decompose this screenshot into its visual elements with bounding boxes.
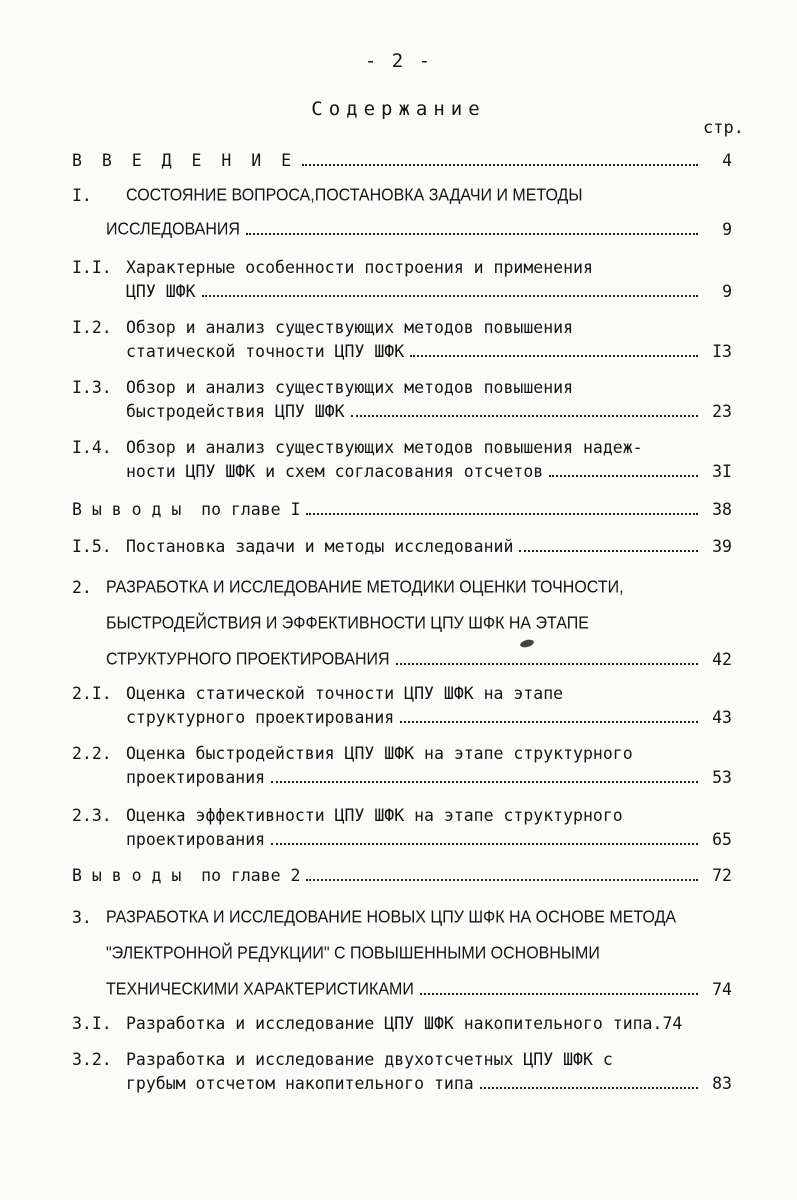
page-title: Содержание [311,98,486,120]
toc-page-number: 72 [712,866,732,885]
toc-page-number: 83 [712,1074,732,1093]
toc-page-number: 23 [712,402,732,421]
toc-page-number: I3 [712,342,732,361]
toc-entry-text: статической точности ЦПУ ШФК [126,342,405,361]
toc-page-number: 43 [712,708,732,727]
toc-entry-conclusions-2[interactable] [72,864,732,888]
toc-entry-2-3[interactable] [72,804,732,852]
toc-entry-text: Обзор и анализ существующих методов повышения [126,378,574,397]
toc-entry-text: Характерные особенности построения и применения [126,258,593,277]
page-number: - 2 - [364,50,433,72]
toc-entry-text: РАЗРАБОТКА И ИССЛЕДОВАНИЕ НОВЫХ ЦПУ ШФК НА ОСНОВЕ МЕТОДА [106,908,677,927]
toc-entry-conclusions-1[interactable] [72,498,732,522]
toc-entry-number: 3.I. [72,1014,112,1033]
toc-entry-text: грубым отсчетом накопительного типа [126,1074,474,1093]
toc-entry-text: Оценка статической точности ЦПУ ШФК на этапе [126,684,564,703]
toc-page-number: 9 [722,220,732,239]
toc-entry-number: I.4. [72,438,112,457]
toc-entry-3-2[interactable] [72,1048,732,1096]
toc-entry-text: Постановка задачи и методы исследований [126,537,514,556]
toc-entry-introduction[interactable] [72,149,732,173]
toc-entry-text: СТРУКТУРНОГО ПРОЕКТИРОВАНИЯ [106,650,390,669]
toc-entry-text: В ы в о д ы по главе I [72,500,301,519]
toc-entry-text: ИССЛЕДОВАНИЯ [106,220,240,239]
toc-entry-text: ТЕХНИЧЕСКИМИ ХАРАКТЕРИСТИКАМИ [106,980,414,999]
toc-entry-number: I.I. [72,258,112,277]
toc-entry-1-5[interactable] [72,535,732,559]
toc-page-number: 38 [712,500,732,519]
toc-page-number: 42 [712,650,732,669]
toc-entry-text: быстродействия ЦПУ ШФК [126,402,345,421]
toc-entry-text: "ЭЛЕКТРОННОЙ РЕДУКЦИИ" С ПОВЫШЕННЫМИ ОСНОВНЫМИ [106,944,600,963]
toc-entry-text: Обзор и анализ существующих методов повышения надеж- [126,438,643,457]
toc-entry-text: проектирования [126,830,266,849]
toc-entry-text: Обзор и анализ существующих методов повышения [126,318,574,337]
toc-entry-number: 2. [72,578,92,597]
toc-entry-text: Оценка быстродействия ЦПУ ШФК на этапе структурного [126,744,633,763]
toc-entry-1-2[interactable] [72,316,732,364]
toc-entry-text: В ы в о д ы по главе 2 [72,866,301,885]
toc-entry-1-3[interactable] [72,376,732,424]
toc-entry-text: структурного проектирования [126,708,395,727]
toc-entry-number: I.2. [72,318,112,337]
toc-entry-2-2[interactable] [72,742,732,790]
page-column-label: стр. [703,118,744,138]
toc-page-number: 3I [712,462,732,481]
toc-page-number: 74 [662,1014,683,1033]
toc-entry-text: СОСТОЯНИЕ ВОПРОСА,ПОСТАНОВКА ЗАДАЧИ И МЕТОДЫ [126,186,583,205]
toc-entry-number: 3.2. [72,1050,112,1069]
toc-entry-text: ЦПУ ШФК [126,282,196,301]
toc-entry-text: Разработка и исследование ЦПУ ШФК накопительного типа. [126,1014,663,1033]
toc-page-number: 65 [712,830,732,849]
toc-entry-text: Оценка эффективности ЦПУ ШФК на этапе структурного [126,806,623,825]
toc-entry-text: проектирования [126,768,266,787]
toc-entry-3-1[interactable] [72,1012,732,1036]
toc-entry-1-4[interactable] [72,436,732,484]
toc-entry-text: Разработка и исследование двухотсчетных ЦПУ ШФК с [126,1050,613,1069]
toc-page-number: 74 [712,980,732,999]
toc-entry-text: В В Е Д Е Н И Е [72,151,297,170]
toc-entry-text: ности ЦПУ ШФК и схем согласования отсчетов [126,462,544,481]
toc-page-number: 9 [722,282,732,301]
toc-entry-number: 3. [72,908,92,927]
toc-entry-chapter-1[interactable] [72,184,732,242]
toc-entry-text: РАЗРАБОТКА И ИССЛЕДОВАНИЕ МЕТОДИКИ ОЦЕНКИ ТОЧНОСТИ, [106,578,624,597]
toc-entry-number: I. [72,186,92,205]
toc-entry-chapter-2[interactable] [72,576,732,672]
toc-entry-chapter-3[interactable] [72,906,732,1002]
toc-entry-1-1[interactable] [72,256,732,304]
toc-entry-number: 2.2. [72,744,112,763]
toc-entry-number: 2.I. [72,684,112,703]
toc-entry-number: I.5. [72,537,112,556]
toc-entry-text: БЫСТРОДЕЙСТВИЯ И ЭФФЕКТИВНОСТИ ЦПУ ШФК НА ЭТАПЕ [106,614,589,633]
toc-page-number: 39 [712,537,732,556]
toc-page-number: 53 [712,768,732,787]
toc-entry-2-1[interactable] [72,682,732,730]
toc-entry-number: 2.3. [72,806,112,825]
toc-page-number: 4 [722,151,732,170]
toc-entry-number: I.3. [72,378,112,397]
